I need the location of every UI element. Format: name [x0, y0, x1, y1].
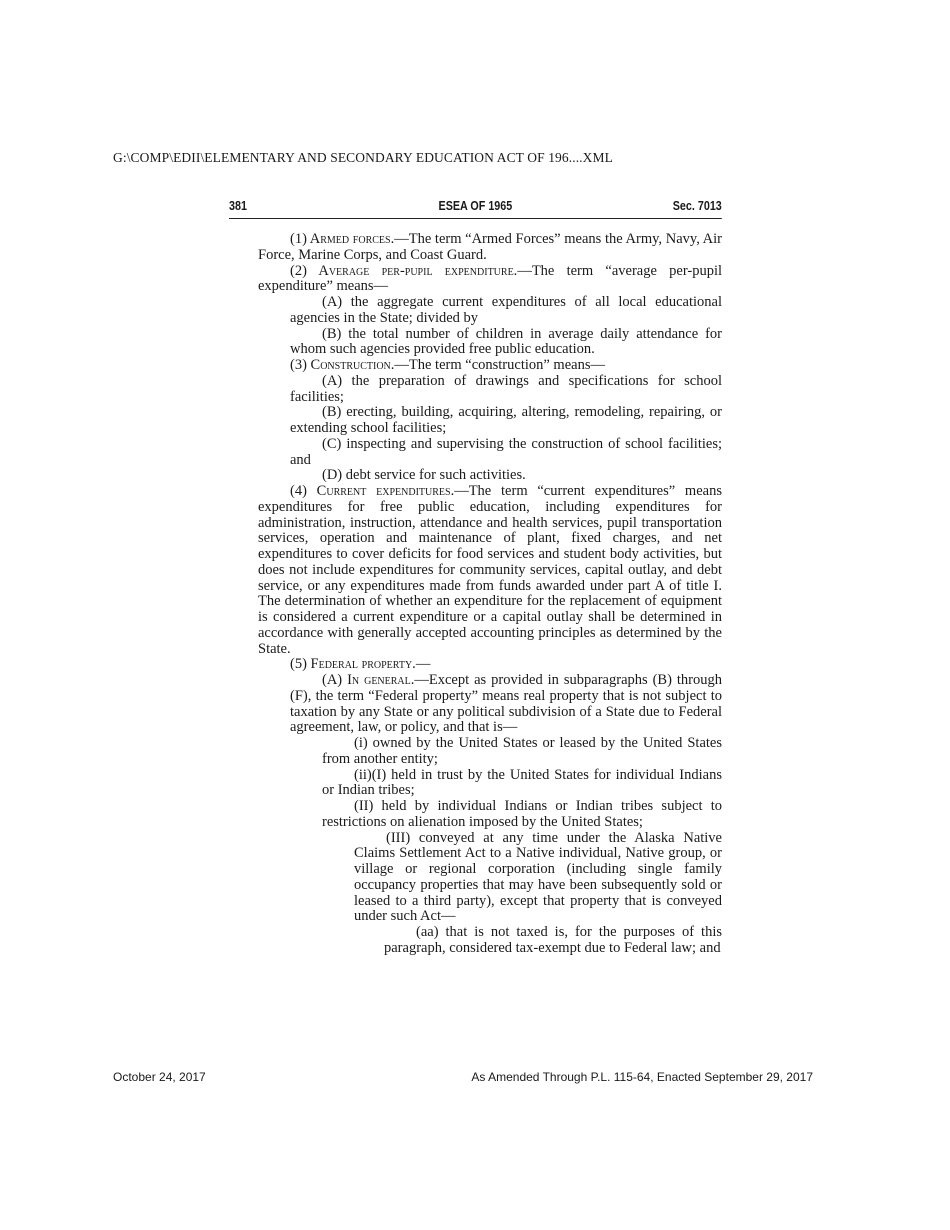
subparagraph: (A) the aggregate current expenditures of all local educational agencies in the State; divided by — [290, 294, 722, 326]
paragraph-text: —The term “average per-pupil expenditure” means— — [258, 262, 723, 295]
subparagraph: (B) erecting, building, acquiring, altering, remodeling, repairing, or extending school facilities; — [290, 404, 722, 436]
item: (aa) that is not taxed is, for the purposes of this paragraph, considered tax-exempt due to Federal law; and — [384, 924, 722, 956]
paragraph-construction — [258, 358, 722, 374]
subparagraph: (A) the preparation of drawings and specifications for school facilities; — [290, 372, 722, 405]
subclause: (II) held by individual Indians or Indian tribes subject to restrictions on alienation imposed by the United States; — [322, 798, 722, 830]
subparagraph-heading: (A) In general. — [322, 672, 415, 688]
file-path: G:\COMP\EDII\ELEMENTARY AND SECONDARY EDUCATION ACT OF 196....XML — [113, 150, 613, 165]
paragraph-heading: (1) Armed forces. — [290, 231, 395, 247]
subparagraph: (B) the total number of children in average daily attendance for whom such agencies provided free public education. — [290, 325, 722, 358]
section-number: Sec. 7013 — [672, 199, 722, 213]
footer-amended-note: As Amended Through P.L. 115-64, Enacted September 29, 2017 — [471, 1070, 813, 1084]
paragraph-text: —The term “current expenditures” means expenditures for free public education, including expenditures for administration, instruction, attendance and health services, pupil transportation services, operation and maintenance of plant, fixed charges, and net expenditures to cover deficits for food services and student body activities, but does not include expenditures for community services, capital outlay, and debt service, or any expenditures made from funds awarded under part A of title I. The determination of whether an expenditure for the replacement of equipment is considered a current expenditure or a capital outlay shall be determined in accordance with generally accepted accounting principles as determined by the State. — [258, 483, 722, 657]
subparagraph-text: —Except as provided in subparagraphs (B) through (F), the term “Federal property” means real property that is not subject to taxation by any State or any political subdivision of a State due to Federal agreement, law, or policy, and that is— — [290, 672, 722, 736]
paragraph-armed-forces — [258, 232, 722, 264]
subclause: (III) conveyed at any time under the Alaska Native Claims Settlement Act to a Native individual, Native group, or village or regional corporation (including single family occupancy properties that may have been subsequently sold or leased to a third party), except that property that is conveyed under such Act— — [354, 829, 722, 925]
paragraph-text: —The term “Armed Forces” means the Army, Navy, Air Force, Marine Corps, and Coast Guard. — [258, 231, 723, 263]
paragraph-current-expenditures — [258, 484, 722, 657]
statute-body — [258, 232, 722, 957]
clause: (ii)(I) held in trust by the United States for individual Indians or Indian tribes; — [322, 766, 722, 799]
subparagraph: (C) inspecting and supervising the construction of school facilities; and — [290, 435, 722, 468]
paragraph-federal-property — [258, 657, 722, 673]
running-head — [229, 198, 722, 219]
paragraph-heading: (5) Federal property. — [290, 656, 416, 673]
paragraph-heading: (2) Average per-pupil expenditure. — [290, 262, 518, 279]
paragraph-heading: (3) Construction. — [290, 357, 395, 373]
page-title: ESEA OF 1965 — [438, 199, 513, 213]
paragraph-average-per-pupil-expenditure — [258, 264, 722, 296]
paragraph-text: —The term “construction” means— — [394, 357, 605, 373]
footer-date: October 24, 2017 — [113, 1070, 206, 1084]
paragraph-text: — — [415, 656, 431, 673]
subparagraph-in-general — [258, 673, 722, 736]
page-number: 381 — [229, 199, 247, 213]
subparagraph: (D) debt service for such activities. — [322, 467, 526, 484]
paragraph-heading: (4) Current expenditures. — [290, 483, 455, 499]
clause: (i) owned by the United States or leased by the United States from another entity; — [322, 735, 722, 767]
